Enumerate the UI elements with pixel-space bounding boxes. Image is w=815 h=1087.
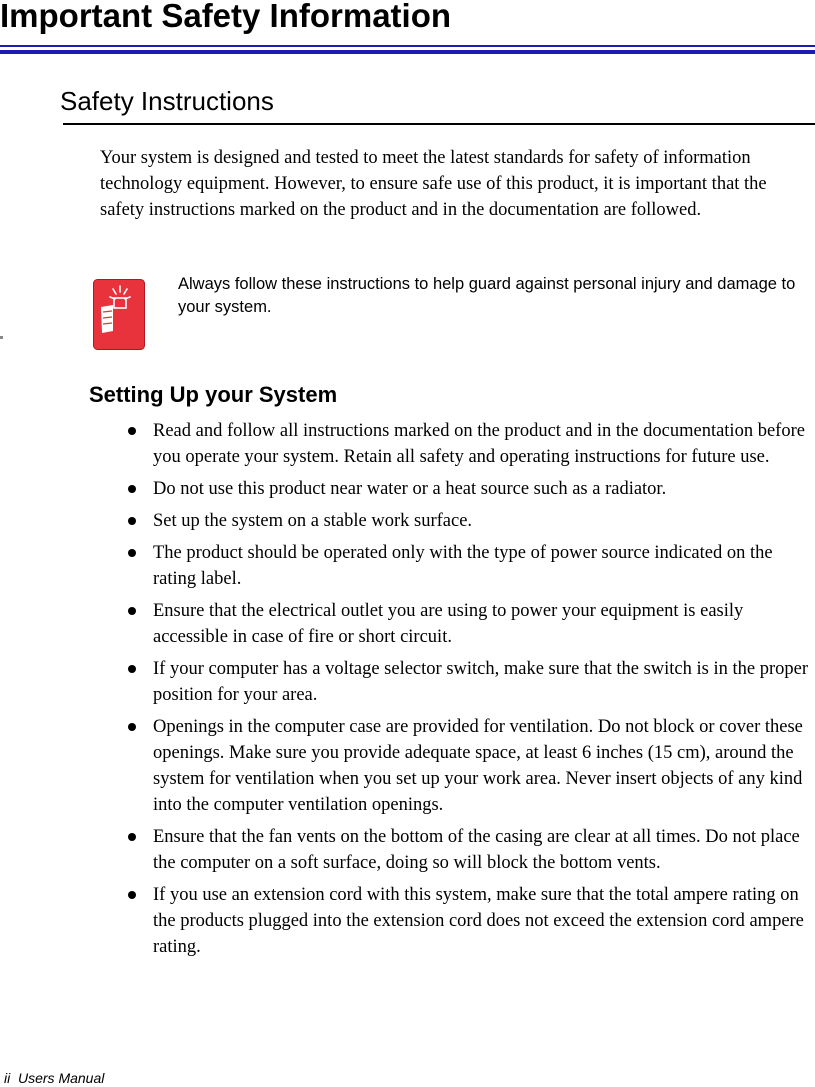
title-rule-thick-line <box>0 50 815 54</box>
page-title: Important Safety Information <box>0 0 452 34</box>
list-item-text: Ensure that the electrical outlet you are using to power your equipment is easily accessible in case of fire or short circuit. <box>153 601 744 647</box>
bullet-icon <box>128 665 136 673</box>
section-title: Safety Instructions <box>60 86 274 116</box>
list-item-text: Set up the system on a stable work surface. <box>153 511 473 531</box>
bullet-icon <box>128 833 136 841</box>
list-item <box>153 508 815 534</box>
list-item-text: Openings in the computer case are provided for ventilation. Do not block or cover these openings. Make sure you provide adequate space, at least 6 inches (15 cm), around the system for ventilation when you set up your work area. Never insert objects of any kind into the computer ventilation openings. <box>153 717 803 815</box>
page-footer: ii Users Manual <box>4 1070 105 1086</box>
section-rule <box>63 123 815 125</box>
bullet-icon <box>128 427 136 435</box>
margin-mark <box>0 336 3 339</box>
list-item <box>153 476 815 502</box>
bullet-icon <box>128 549 136 557</box>
note-text: Always follow these instructions to help guard against personal injury and damage to your system. <box>178 275 796 316</box>
title-rule-thin-line <box>0 45 815 47</box>
title-double-rule <box>0 45 815 55</box>
list-item <box>153 714 815 818</box>
list-item <box>153 824 815 876</box>
bullet-icon <box>128 891 136 899</box>
bullet-icon <box>128 517 136 525</box>
list-item-text: If you use an extension cord with this system, make sure that the total ampere rating on the products plugged into the extension cord does not exceed the extension cord ampere rating. <box>153 885 804 957</box>
intro-paragraph: Your system is designed and tested to meet the latest standards for safety of information technology equipment. However, to ensure safe use of this product, it is important that the safety instructions marked on the product and in the documentation are followed. <box>100 148 767 220</box>
subsection-title: Setting Up your System <box>89 382 338 407</box>
list-item-text: Read and follow all instructions marked on the product and in the documentation before you operate your system. Retain all safety and operating instructions for future use. <box>153 421 805 467</box>
safety-bullet-list <box>153 418 815 966</box>
list-item <box>153 540 815 592</box>
list-item <box>153 418 815 470</box>
list-item-text: The product should be operated only with the type of power source indicated on the rating label. <box>153 543 773 589</box>
list-item <box>153 882 815 960</box>
list-item <box>153 598 815 650</box>
hand-stop-warning-icon <box>93 279 145 350</box>
bullet-icon <box>128 485 136 493</box>
bullet-icon <box>128 723 136 731</box>
list-item-text: Do not use this product near water or a heat source such as a radiator. <box>153 479 667 499</box>
list-item-text: Ensure that the fan vents on the bottom of the casing are clear at all times. Do not place the computer on a soft surface, doing so will block the bottom vents. <box>153 827 800 873</box>
bullet-icon <box>128 607 136 615</box>
list-item <box>153 656 815 708</box>
list-item-text: If your computer has a voltage selector switch, make sure that the switch is in the proper position for your area. <box>153 659 809 705</box>
